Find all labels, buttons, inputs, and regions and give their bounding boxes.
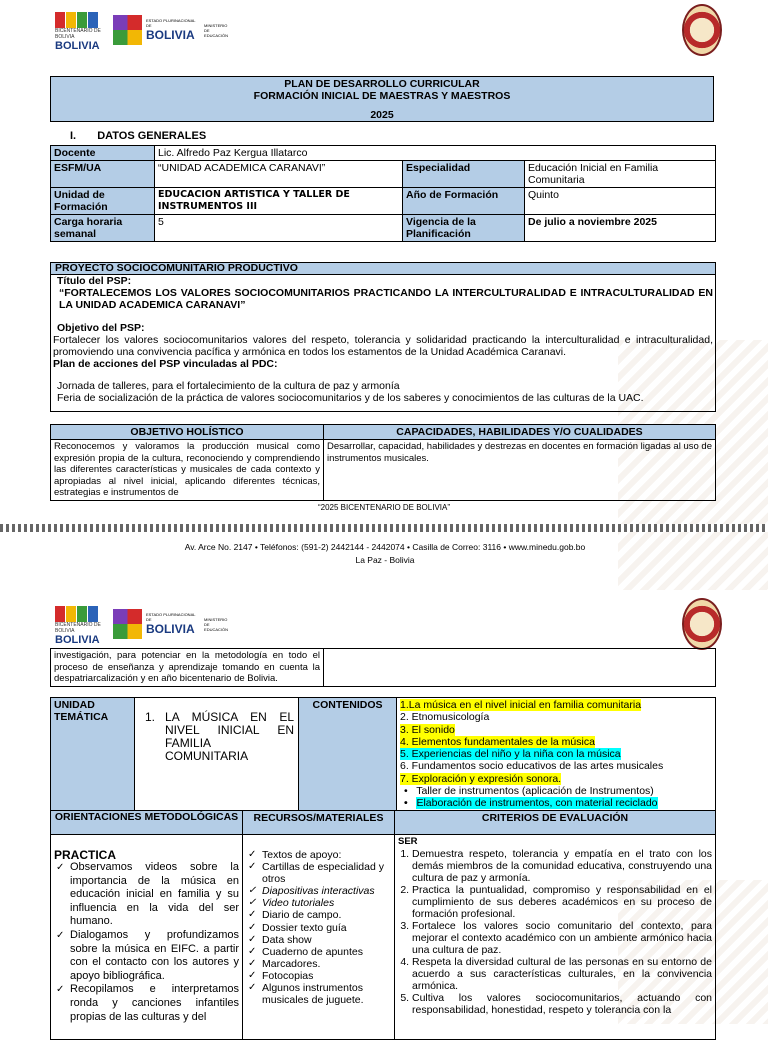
objetivo-continued: [50, 648, 716, 687]
docente-value: Lic. Alfredo Paz Kergua Illatarco: [155, 146, 716, 161]
objetivo-table: [50, 424, 716, 501]
capacidades-text: Desarrollar, capacidad, habilidades y destrezas en docentes en formación ligadas al uso de instrumentos musicales.: [324, 440, 716, 501]
psp-heading: PROYECTO SOCIOCOMUNITARIO PRODUCTIVO: [51, 263, 715, 275]
recurso-item: ✓ Marcadores.: [256, 958, 391, 970]
practica-label: PRACTICA: [54, 848, 116, 862]
footer-slogan: “2025 BICENTENARIO DE BOLIVIA”: [317, 503, 451, 512]
psp-action-2: Feria de socialización de la práctica de valores sociocomunitarios y de los saberes y conocimientos de las culturas de la UAC.: [57, 392, 644, 404]
esfm-label: ESFM/UA: [51, 161, 155, 188]
unidad-label: Unidad de Formación: [51, 188, 155, 215]
recurso-item: ✓ Diapositivas interactivas: [256, 885, 391, 897]
title-line2: FORMACIÓN INICIAL DE MAESTRAS Y MAESTROS: [253, 90, 511, 102]
bicentenario-logo: BICENTENARIO DE BOLIVIA BOLIVIA: [55, 606, 105, 642]
recursos-heading: RECURSOS/MATERIALES: [243, 811, 395, 835]
recurso-item: ✓ Textos de apoyo:: [256, 849, 391, 861]
contenido-item: Taller de instrumentos (aplicación de Instrumentos): [416, 785, 654, 798]
datos-heading: [70, 130, 206, 142]
estado-text: ESTADO PLURINACIONAL DE: [145, 18, 196, 28]
docente-label: Docente: [51, 146, 155, 161]
contenido-item: 5. Experiencias del niño y la niña con la música: [400, 748, 621, 761]
orientacion-item: ✓ Recopilamos e interpretamos ronda y canciones infantiles propias de las culturas y del: [64, 983, 239, 1024]
recurso-item: ✓ Algunos instrumentos musicales de juguete.: [256, 982, 391, 1006]
psp-objetivo-label: Objetivo del PSP:: [57, 322, 145, 334]
vigencia-value: De julio a noviembre 2025: [525, 215, 716, 242]
bolivia-logo-text: BOLIVIA: [145, 28, 195, 42]
recurso-item: ✓ Cuaderno de apuntes: [256, 946, 391, 958]
heading-text: DATOS GENERALES: [97, 130, 207, 142]
especialidad-value: Educación Inicial en Familia Comunitaria: [525, 161, 716, 188]
bicentenario-logo: BICENTENARIO DE BOLIVIA BOLIVIA: [55, 12, 105, 48]
unidad-value: EDUCACION ARTISTICA Y TALLER DE INSTRUMENTOS III: [155, 188, 403, 215]
unidad-value-text: LA MÚSICA EN EL NIVEL INICIAL EN FAMILIA COMUNITARIA: [165, 710, 294, 763]
criterio-item: 4. Respeta la diversidad cultural de las personas en su entorno de acuerdo a sus características culturales, en la convivencia armónica.: [412, 956, 712, 992]
criterio-item: 5. Cultiva los valores sociocomunitarios, actuando con responsabilidad, honestidad, respeto y tolerancia con la: [412, 992, 712, 1016]
contenidos-label: CONTENIDOS: [299, 698, 397, 812]
psp-section: [50, 262, 716, 412]
wiphala-icon: [113, 15, 142, 45]
psp-title-value: “FORTALECEMOS LOS VALORES SOCIOCOMUNITARIOS PRACTICANDO LA INTERCULTURALIDAD E INTRACULTURALIDAD EN LA UNIDAD ACADEMICA CARANAVI”: [59, 287, 713, 311]
ministerio-logo: [113, 606, 233, 642]
contenido-item: 3. El sonido: [400, 723, 455, 736]
criterio-item: 3. Fortalece los valores socio comunitario del contexto, para mejorar el contexto académico con un ambiente armónico hacia una cultura de paz.: [412, 920, 712, 956]
document-title: [50, 76, 714, 122]
especialidad-label: Especialidad: [403, 161, 525, 188]
institution-seal-icon: [682, 598, 722, 650]
objetivo-text: Reconocemos y valoramos la producción musical como expresión propia de la cultura, reconociendo y comprendiendo las diferentes características y musicales de cada contexto y apropiadas al nivel inicial, aplicando diferentes técnicas, estrategias e instrumentos de: [51, 440, 324, 501]
footer-city: La Paz - Bolivia: [355, 555, 415, 565]
bicentenario-logo-text: BICENTENARIO DE BOLIVIA: [55, 622, 101, 634]
psp-action-1: Jornada de talleres, para el fortalecimiento de la cultura de paz y armonía: [57, 380, 400, 392]
bicentenario-logo-text: BICENTENARIO DE BOLIVIA: [55, 28, 101, 40]
objetivo-text-continued: investigación, para potenciar en la metodología en todo el proceso de enseñanza y aprendizaje tomando en cuenta la despatriarcalización y en año bicentenario de Bolivia.: [51, 649, 324, 687]
unidad-tematica-value: [145, 711, 294, 763]
orientaciones-table: [50, 810, 716, 1040]
anio-label: Año de Formación: [403, 188, 525, 215]
carga-label: Carga horaria semanal: [51, 215, 155, 242]
recurso-item: ✓ Video tutoriales: [256, 897, 391, 909]
ministerio-logo: [113, 12, 233, 48]
recurso-item: ✓ Fotocopias: [256, 970, 391, 982]
contenidos-list: 1.La música en el nivel inicial en familia comunitaria 2. Etnomusicología 3. El sonido 4. Elementos fundamentales de la música 5. Experiencias del niño y la niña con la música 6. Fundamentos socio educativos de las artes musicales 7. Exploración y expresión sonora. • Taller de instrumentos (aplicación de Instrumentos) • Elaboración de instrumentos, con material reciclado: [397, 698, 716, 812]
unidad-tematica-label: UNIDAD TEMÁTICA: [51, 698, 135, 812]
contenido-item: Elaboración de instrumentos, con material reciclado: [416, 797, 658, 810]
contenido-item: 4. Elementos fundamentales de la música: [400, 735, 595, 748]
recurso-item: ✓ Data show: [256, 934, 391, 946]
institution-seal-icon: [682, 4, 722, 56]
recurso-item: ✓ Dossier texto guía: [256, 922, 391, 934]
ministry-text: MINISTERIO DE EDUCACIÓN: [204, 22, 229, 38]
contenido-item: 1.La música en el nivel inicial en familia comunitaria: [400, 699, 642, 711]
orientacion-item: ✓ Observamos videos sobre la importancia de la música en educación inicial en familia y su influencia en la vida del ser humano.: [64, 861, 239, 929]
ser-label: SER: [398, 836, 418, 847]
contenido-item: 6. Fundamentos socio educativos de las artes musicales: [400, 760, 664, 773]
anio-value: Quinto: [525, 188, 716, 215]
unidad-tematica-table: [50, 697, 716, 812]
orientaciones-heading: ORIENTACIONES METODOLÓGICAS: [51, 811, 243, 835]
esfm-value: “UNIDAD ACADEMICA CARANAVI”: [155, 161, 403, 188]
footer-divider: [0, 524, 768, 532]
unidad-num: 1.: [145, 710, 156, 724]
ministry-text: MINISTERIO DE EDUCACIÓN: [204, 616, 229, 632]
recurso-item: ✓ Cartillas de especialidad y otros: [256, 861, 391, 885]
criterios-heading: CRITERIOS DE EVALUACIÓN: [395, 811, 716, 835]
contenido-item: 2. Etnomusicología: [400, 711, 490, 724]
estado-text: ESTADO PLURINACIONAL DE: [145, 612, 196, 622]
orientacion-item: ✓ Dialogamos y profundizamos sobre la música en EIFC. a partir con el contacto con los autores y apoyo bibliográfica.: [64, 929, 239, 983]
bolivia-logo-text: BOLIVIA: [145, 622, 195, 636]
contenido-item: 7. Exploración y expresión sonora.: [400, 772, 562, 785]
psp-objetivo-value: Fortalecer los valores sociocomunitarios valores del respeto, tolerancia y solidaridad practicando la interculturalidad e intraculturalidad, promoviendo una convivencia pacífica y armónica en todos los estamentos de la Unidad Académica Caranavi.: [53, 334, 713, 358]
recurso-item: ✓ Diario de campo.: [256, 909, 391, 921]
objetivo-heading: OBJETIVO HOLÍSTICO: [51, 425, 324, 440]
title-line1: PLAN DE DESARROLLO CURRICULAR: [284, 78, 480, 90]
heading-number: I.: [70, 130, 77, 142]
psp-title-label: Título del PSP:: [57, 275, 132, 287]
wiphala-icon: [113, 609, 142, 639]
capacidades-heading: CAPACIDADES, HABILIDADES Y/O CUALIDADES: [324, 425, 716, 440]
criterio-item: 2. Practica la puntualidad, compromiso y responsabilidad en el cumplimiento de sus deberes académicos en su proceso de formación profesional.: [412, 884, 712, 920]
vigencia-label: Vigencia de la Planificación: [403, 215, 525, 242]
title-year: 2025: [370, 109, 394, 121]
criterio-item: 1. Demuestra respeto, tolerancia y empatía en el trato con los demás miembros de la comunidad educativa, construyendo una cultura de paz y armonía.: [412, 848, 712, 884]
footer-address: Av. Arce No. 2147 • Teléfonos: (591-2) 2442144 - 2442074 • Casilla de Correo: 3116 • www.minedu.gob.bo: [184, 542, 586, 552]
datos-table: [50, 145, 716, 242]
psp-plan-label: Plan de acciones del PSP vinculadas al PDC:: [53, 358, 278, 370]
carga-value: 5: [155, 215, 403, 242]
